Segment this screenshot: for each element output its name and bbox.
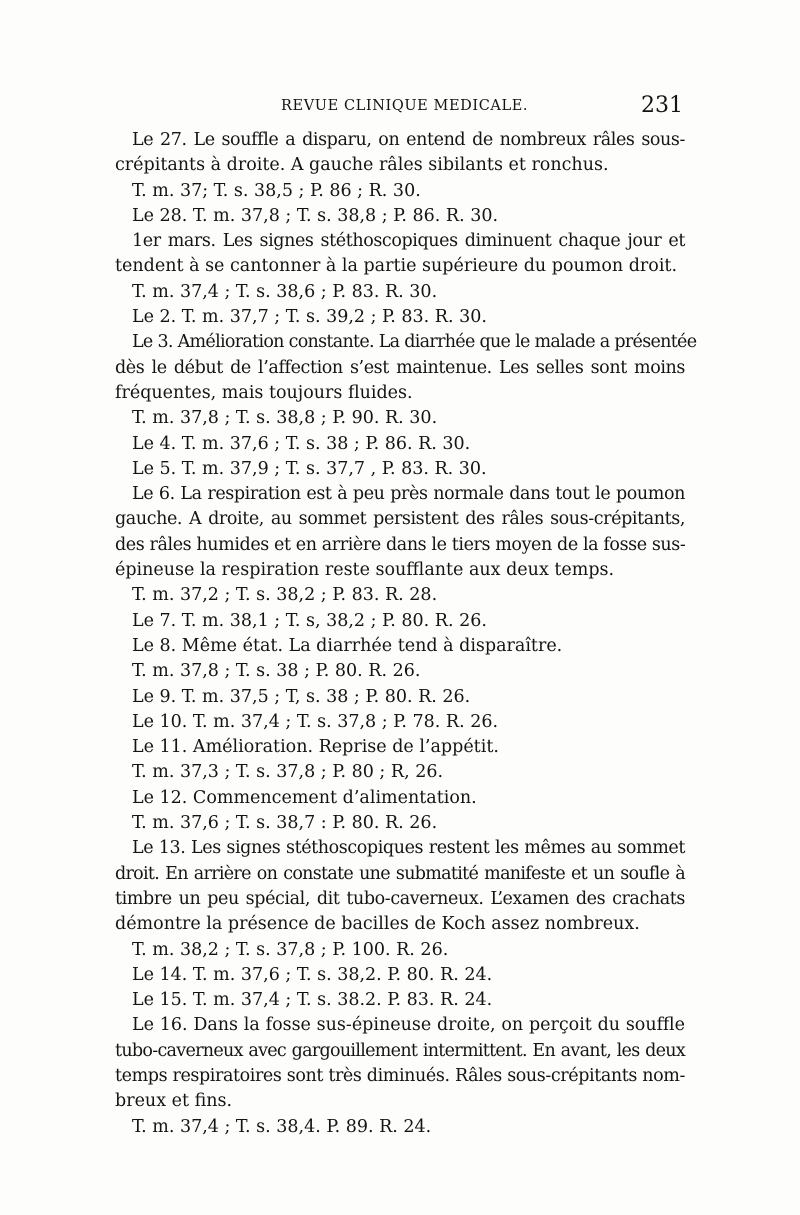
body-text bbox=[115, 128, 697, 1140]
text-line: T. m. 37,3 ; T. s. 37,8 ; P. 80 ; R, 26. bbox=[132, 762, 444, 783]
text-line: T. m. 37,4 ; T. s. 38,4. P. 89. R. 24. bbox=[132, 1116, 432, 1137]
text-line: dès le début de l’affection s’est maintenue. Les selles sont moins bbox=[115, 357, 685, 378]
text-line: Le 14. T. m. 37,6 ; T. s. 38,2. P. 80. R. 24. bbox=[132, 964, 493, 985]
text-line: crépitants à droite. A gauche râles sibilants et ronchus. bbox=[115, 155, 609, 176]
text-line: épineuse la respiration reste soufflante aux deux temps. bbox=[115, 560, 615, 581]
text-line: gauche. A droite, au sommet persistent des râles sous-crépitants, bbox=[115, 509, 685, 530]
text-line: Le 4. T. m. 37,6 ; T. s. 38 ; P. 86. R. 30. bbox=[132, 433, 471, 454]
text-line: Le 6. La respiration est à peu près normale dans tout le poumon bbox=[132, 484, 685, 505]
text-line: timbre un peu spécial, dit tubo-caverneux. L’examen des crachats bbox=[115, 888, 685, 909]
text-line: démontre la présence de bacilles de Koch assez nombreux. bbox=[115, 914, 640, 935]
text-line: Le 10. T. m. 37,4 ; T. s. 37,8 ; P. 78. R. 26. bbox=[132, 711, 499, 732]
text-line: Le 27. Le souffle a disparu, on entend de nombreux râles sous- bbox=[132, 130, 685, 150]
text-line: Le 15. T. m. 37,4 ; T. s. 38.2. P. 83. R. 24. bbox=[132, 990, 493, 1011]
running-head bbox=[115, 93, 685, 124]
text-line: T. m. 37; T. s. 38,5 ; P. 86 ; R. 30. bbox=[132, 180, 421, 201]
text-line: fréquentes, mais toujours fluides. bbox=[115, 382, 413, 403]
text-line: Le 8. Même état. La diarrhée tend à disparaître. bbox=[132, 635, 563, 656]
text-line: Le 16. Dans la fosse sus-épineuse droite, on perçoit du souffle bbox=[132, 1015, 685, 1036]
text-line: Le 3. Amélioration constante. La diarrhée que le malade a présentée bbox=[132, 332, 697, 353]
text-line: Le 12. Commencement d’alimentation. bbox=[132, 787, 477, 808]
text-line: droit. En arrière on constate une submatité manifeste et un soufle à bbox=[115, 863, 685, 884]
text-line: T. m. 37,8 ; T. s. 38,8 ; P. 90. R. 30. bbox=[132, 408, 438, 429]
text-line: Le 28. T. m. 37,8 ; T. s. 38,8 ; P. 86. R. 30. bbox=[132, 205, 499, 226]
text-line: Le 5. T. m. 37,9 ; T. s. 37,7 , P. 83. R. 30. bbox=[132, 458, 487, 479]
text-line: tubo-caverneux avec gargouillement intermittent. En avant, les deux bbox=[115, 1040, 685, 1061]
page-number: 231 bbox=[641, 93, 683, 118]
text-line: Le 9. T. m. 37,5 ; T, s. 38 ; P. 80. R. 26. bbox=[132, 686, 471, 707]
text-line: temps respiratoires sont très diminués. Râles sous-crépitants nom- bbox=[115, 1065, 685, 1086]
text-line: T. m. 37,2 ; T. s. 38,2 ; P. 83. R. 28. bbox=[132, 585, 438, 606]
text-line: des râles humides et en arrière dans le tiers moyen de la fosse sus- bbox=[115, 534, 686, 555]
text-line: T. m. 37,8 ; T. s. 38 ; P. 80. R. 26. bbox=[132, 661, 421, 682]
text-line: T. m. 37,4 ; T. s. 38,6 ; P. 83. R. 30. bbox=[132, 281, 438, 302]
text-line: Le 2. T. m. 37,7 ; T. s. 39,2 ; P. 83. R. 30. bbox=[132, 307, 487, 328]
text-line: 1er mars. Les signes stéthoscopiques diminuent chaque jour et bbox=[132, 231, 685, 252]
text-line: T. m. 37,6 ; T. s. 38,7 : P. 80. R. 26. bbox=[132, 813, 438, 834]
running-title: REVUE CLINIQUE MEDICALE. bbox=[281, 98, 529, 114]
text-line: Le 13. Les signes stéthoscopiques restent les mêmes au sommet bbox=[132, 838, 685, 859]
text-line: Le 7. T. m. 38,1 ; T. s, 38,2 ; P. 80. R. 26. bbox=[132, 610, 487, 631]
text-line: tendent à se cantonner à la partie supérieure du poumon droit. bbox=[115, 256, 678, 277]
text-line: T. m. 38,2 ; T. s. 37,8 ; P. 100. R. 26. bbox=[132, 939, 449, 960]
text-line: Le 11. Amélioration. Reprise de l’appétit. bbox=[132, 737, 499, 758]
text-line: breux et fins. bbox=[115, 1091, 233, 1112]
